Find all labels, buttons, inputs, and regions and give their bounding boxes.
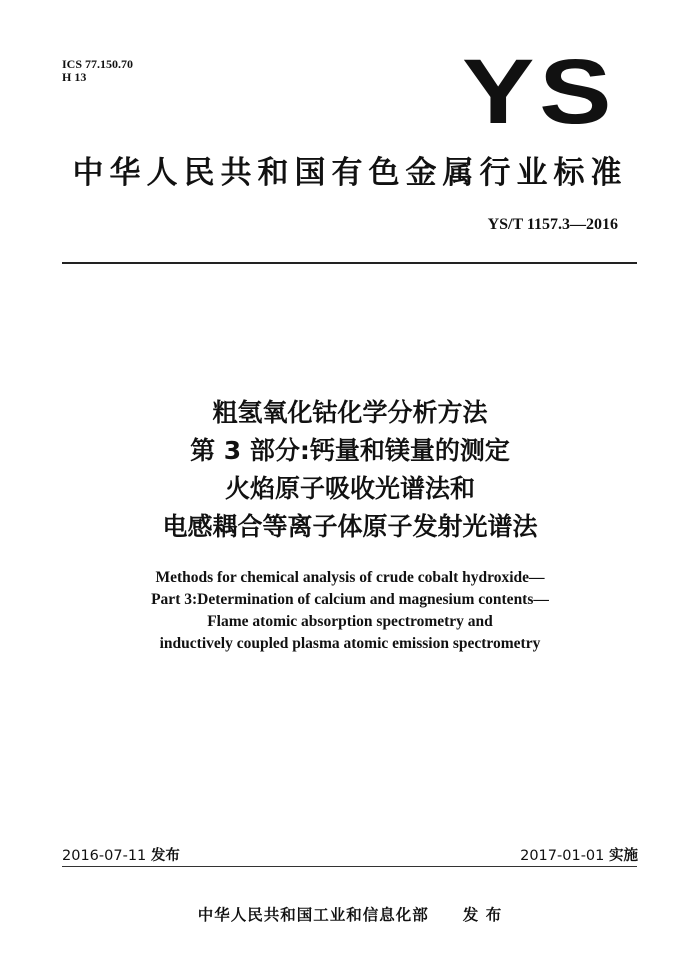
issue-date-value: 2016-07-11 [62, 848, 147, 864]
english-title-line: Methods for chemical analysis of crude cobalt hydroxide— [155, 569, 545, 586]
issue-date-label: 发布 [150, 848, 180, 864]
issuer-name: 中华人民共和国工业和信息化部 [197, 906, 429, 924]
header-divider [62, 262, 637, 264]
issuer-label: 发 布 [462, 906, 503, 924]
english-title [40, 567, 660, 655]
english-title-line: Part 3:Determination of calcium and magnesium contents— [151, 591, 549, 608]
issue-date [62, 844, 180, 865]
footer-divider [62, 866, 637, 867]
ics-code: ICS 77.150.70 [62, 57, 134, 71]
issuer-line [40, 903, 660, 925]
english-title-line: inductively coupled plasma atomic emission spectrometry [159, 635, 541, 652]
chinese-title-line: 火焰原子吸收光谱法和 [224, 474, 475, 503]
english-title-line: Flame atomic absorption spectrometry and [207, 613, 493, 630]
date-row [62, 844, 638, 864]
chinese-title-line: 电感耦合等离子体原子发射光谱法 [162, 512, 538, 541]
standard-category-title: 中华人民共和国有色金属行业标准 [72, 155, 628, 191]
effective-date-value: 2017-01-01 [520, 848, 605, 864]
chinese-title [40, 394, 660, 546]
chinese-title-line: 第 3 部分:钙量和镁量的测定 [190, 436, 510, 465]
effective-date [520, 844, 638, 865]
chinese-title-line: 粗氢氧化钴化学分析方法 [212, 398, 488, 427]
standard-number: YS/T 1157.3—2016 [487, 216, 618, 233]
effective-date-label: 实施 [609, 848, 638, 864]
class-code: H 13 [62, 70, 87, 84]
classification-codes [62, 58, 133, 84]
ys-logo: YS [462, 41, 617, 143]
